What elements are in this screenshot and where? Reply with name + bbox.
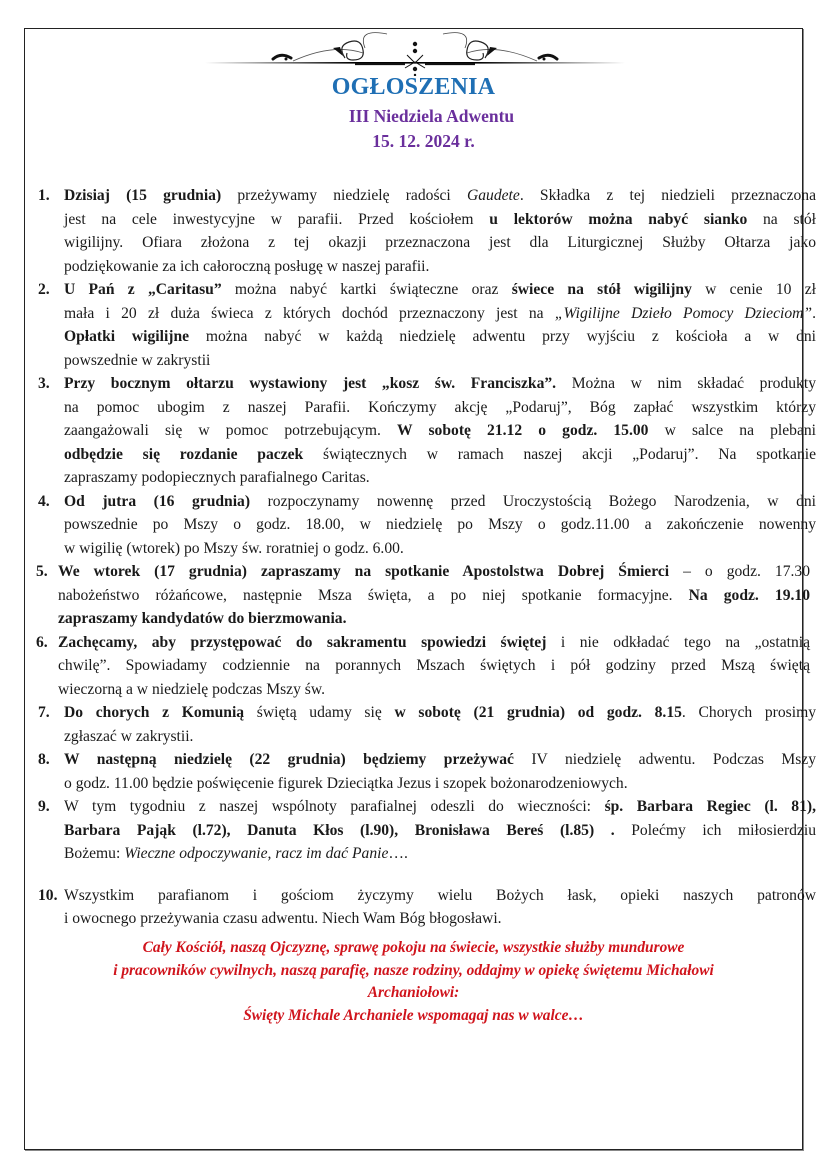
text: na pomoc ubogim z naszej Parafii. Kończymy akcję „Podaruj”, Bóg zapłać wszystkim którzy: [64, 398, 816, 416]
announcement-line: [58, 631, 810, 655]
text: w salce na plebani: [648, 422, 817, 439]
page-title: OGŁOSZENIA: [331, 74, 496, 100]
bold-text: Zachęcamy, aby przystępować do sakramentu spowiedzi świętej: [58, 633, 547, 651]
page-subtitle: III Niedziela Adwentu: [348, 106, 515, 126]
announcement-line: [64, 231, 816, 255]
spacer: [38, 866, 816, 884]
text: zapraszamy podopiecznych parafialnego Caritas.: [64, 469, 370, 486]
announcement-line: [58, 607, 810, 631]
announcement-number: 3.: [38, 375, 50, 392]
text: Wszystkim parafianom i gościom życzymy wielu Bożych łask, opieki naszych patronów: [64, 886, 816, 904]
text: można nabyć kartki świąteczne oraz: [221, 281, 512, 298]
announcement-item: [38, 278, 816, 372]
bold-text: zapraszamy kandydatów do bierzmowania.: [58, 610, 347, 627]
announcement-line: [64, 184, 816, 208]
bold-text: W następną niedzielę (22 grudnia) będziemy przeżywać: [64, 751, 514, 768]
announcement-item: [36, 631, 810, 702]
text: mała i 20 zł duża świeca z których dochód przeznaczony jest na: [64, 304, 555, 322]
decorative-flourish-icon: [205, 28, 625, 76]
bold-text: Dzisiaj (15 grudnia): [64, 187, 222, 204]
announcement-line: [64, 466, 816, 490]
announcement-item: [38, 795, 816, 866]
announcement-line: [58, 584, 810, 608]
announcement-number: 6.: [36, 633, 48, 651]
announcement-item: [38, 701, 816, 748]
announcement-line: [64, 748, 816, 772]
text: można nabyć w każdą niedzielę adwentu przy wyjściu z kościoła a w dni: [189, 328, 816, 345]
page-date: 15. 12. 2024 r.: [372, 131, 475, 151]
italic-text: „Wigilijne Dzieło Pomocy Dzieciom”: [554, 304, 813, 322]
bold-text: odbędzie się rozdanie paczek: [64, 445, 304, 463]
text: świątecznych w ramach naszej akcji „Podaruj”. Na spotkanie: [303, 445, 816, 463]
announcement-number: 10.: [38, 886, 58, 904]
text: świętą udamy się: [244, 704, 395, 721]
text: na stół: [747, 210, 817, 228]
announcement-line: [64, 349, 816, 373]
announcement-number: 1.: [38, 187, 50, 204]
announcement-number: 2.: [38, 281, 50, 298]
text: powszednie po Mszy o godz. 18.00, w niedzielę po Mszy o godz.11.00 a zakończenie nowenny: [64, 516, 816, 533]
announcement-line: [64, 725, 816, 749]
bold-text: Opłatki wigilijne: [64, 328, 190, 345]
announcement-item: [38, 884, 816, 931]
text: zaangażowali się w pomoc potrzebującym.: [64, 422, 398, 439]
text: Można w nim składać produkty: [556, 375, 816, 392]
announcement-line: [64, 208, 816, 232]
bold-text: Do chorych z Komunią: [64, 704, 245, 721]
bold-text: Na godz. 19.10: [688, 586, 810, 604]
announcement-item: [36, 560, 810, 631]
announcement-item: [38, 184, 816, 278]
text: w cenie 10 zł: [691, 281, 816, 298]
bold-text: W sobotę 21.12 o godz. 15.00: [397, 422, 649, 439]
text: . Chorych prosimy: [681, 704, 816, 721]
announcement-line: [64, 772, 816, 796]
announcement-line: [58, 654, 810, 678]
bold-text: w sobotę (21 grudnia) od godz. 8.15: [394, 704, 682, 721]
text: w wigilię (wtorek) po Mszy św. roratniej o godz. 6.00.: [64, 539, 404, 557]
announcement-line: [64, 255, 816, 279]
prayer-line: Cały Kościół, naszą Ojczyznę, sprawę pokoju na świecie, wszystkie służby mundurowe: [142, 939, 685, 956]
bold-text: śp. Barbara Regiec (l. 81),: [604, 798, 816, 815]
announcement-line: [64, 278, 816, 302]
text: nabożeństwo różańcowe, następnie Msza święta, a po niej spotkanie formacyjne.: [58, 586, 689, 604]
text: i owocnego przeżywania czasu adwentu. Niech Wam Bóg błogosławi.: [64, 910, 502, 927]
announcement-number: 5.: [36, 563, 48, 580]
text: i nie odkładać tego na „ostatnią: [546, 633, 811, 651]
announcement-line: [64, 842, 816, 866]
announcement-line: [64, 537, 816, 561]
text: chwilę”. Spowiadamy codziennie na porannych Mszach świętych i pół godziny przed Mszą świętą: [58, 657, 810, 674]
announcement-line: [64, 795, 816, 819]
prayer-block: [0, 937, 827, 1027]
text: – o godz. 17.30: [669, 563, 810, 580]
text: Bożemu:: [64, 845, 125, 862]
bold-text: Od jutra (16 grudnia): [64, 492, 251, 510]
prayer-line: Archaniołowi:: [367, 984, 460, 1001]
announcement-line: [58, 678, 810, 702]
text: IV niedzielę adwentu. Podczas Mszy: [513, 751, 816, 768]
italic-text: Gaudete: [466, 187, 520, 204]
announcements-list: [38, 184, 816, 931]
announcement-line: [64, 325, 816, 349]
announcement-number: 4.: [38, 492, 50, 510]
bold-text: świece na stół wigilijny: [511, 281, 692, 298]
text: przeżywamy niedzielę radości: [221, 187, 467, 204]
prayer-line: Święty Michale Archaniele wspomagaj nas w walce…: [243, 1006, 584, 1024]
text: ….: [388, 845, 408, 862]
announcement-line: [64, 372, 816, 396]
text: powszednie w zakrystii: [64, 351, 211, 369]
announcement-item: [38, 372, 816, 490]
italic-text: Wieczne odpoczywanie, racz im dać Panie: [124, 845, 389, 862]
text: .: [812, 304, 816, 322]
text: podziękowanie za ich całoroczną posługę w naszej parafii.: [64, 257, 430, 275]
text: wigilijny. Ofiara złożona z tej okazji przeznaczona jest dla Liturgicznej Służby Ołtarza jako: [64, 234, 816, 251]
announcement-number: 7.: [38, 704, 50, 721]
bold-text: u lektorów można nabyć sianko: [489, 210, 748, 228]
text: zgłaszać w zakrystii.: [64, 727, 194, 745]
announcement-line: [64, 396, 816, 420]
bold-text: U Pań z „Caritasu”: [64, 281, 222, 298]
text: . Składka z tej niedzieli przeznaczona: [519, 187, 817, 204]
bold-text: Przy bocznym ołtarzu wystawiony jest „kosz św. Franciszka”.: [64, 375, 557, 392]
announcement-line: [64, 443, 816, 467]
bold-text: We wtorek (17 grudnia) zapraszamy na spotkanie Apostolstwa Dobrej Śmierci: [58, 563, 670, 580]
announcement-line: [64, 513, 816, 537]
announcement-number: 9.: [38, 798, 50, 815]
announcement-number: 8.: [38, 751, 50, 768]
announcement-item: [38, 748, 816, 795]
text: rozpoczynamy nowennę przed Uroczystością Bożego Narodzenia, w dni: [250, 492, 816, 510]
text: jest na cele inwestycyjne w parafii. Przed kościołem: [64, 210, 490, 228]
announcement-item: [38, 490, 816, 561]
announcement-line: [64, 701, 816, 725]
announcement-line: [64, 907, 816, 931]
text: Polećmy ich miłosierdziu: [614, 821, 816, 839]
bold-text: Barbara Pająk (l.72), Danuta Kłos (l.90), Bronisława Bereś (l.85) .: [64, 821, 615, 839]
announcement-line: [58, 560, 810, 584]
text: W tym tygodniu z naszej wspólnoty parafialnej odeszli do wieczności:: [64, 798, 605, 815]
announcement-line: [64, 302, 816, 326]
announcement-line: [64, 819, 816, 843]
text: o godz. 11.00 będzie poświęcenie figurek Dzieciątka Jezus i szopek bożonarodzeniowych.: [64, 774, 628, 792]
announcement-line: [64, 419, 816, 443]
announcement-line: [64, 884, 816, 908]
announcement-line: [64, 490, 816, 514]
prayer-line: i pracowników cywilnych, naszą parafię, nasze rodziny, oddajmy w opiekę świętemu Michałowi: [113, 961, 714, 979]
text: wieczorną a w niedzielę podczas Mszy św.: [58, 680, 326, 698]
